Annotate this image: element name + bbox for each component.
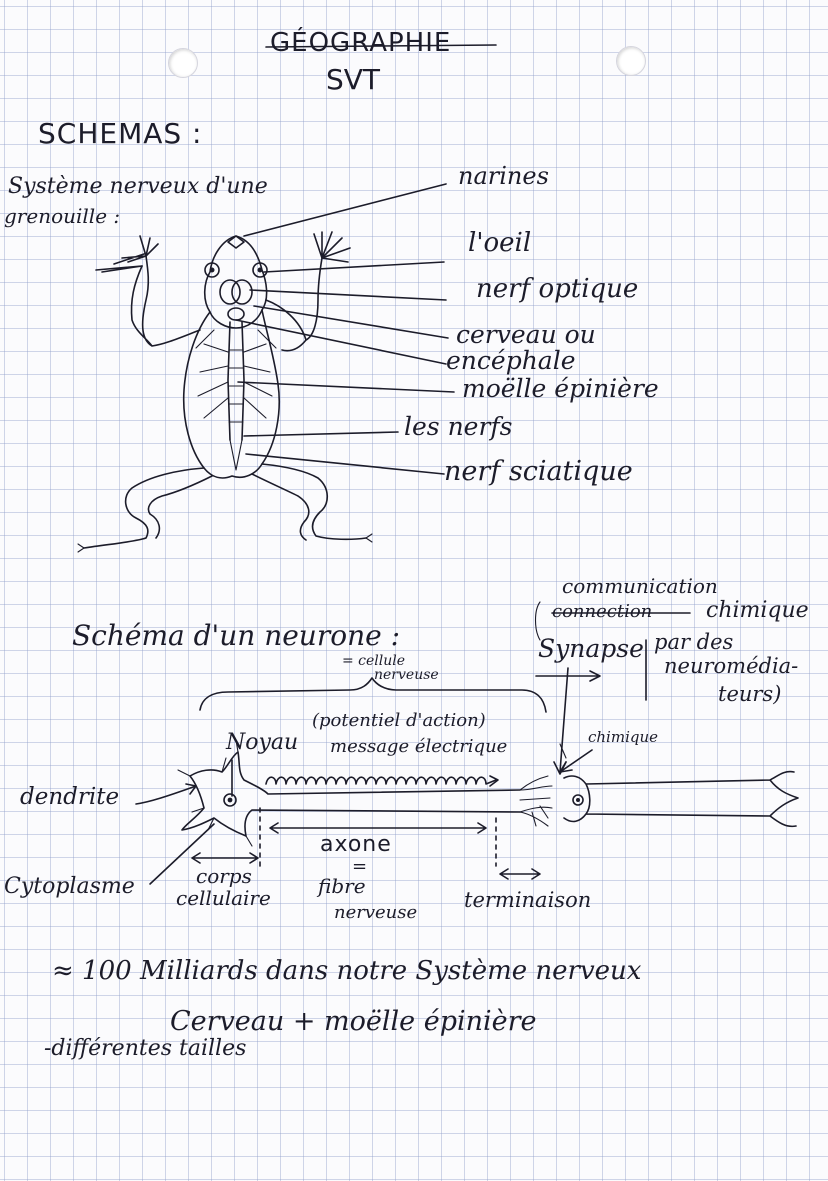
frog-label-nerf-optique: nerf optique [476, 274, 639, 304]
crossed-subject: GÉOGRAPHIE [270, 28, 452, 58]
neuron-second-cell [564, 772, 798, 827]
pointer-encephale [236, 320, 446, 364]
neuron-dendrites [178, 740, 252, 846]
corps-line1: corps [196, 864, 252, 888]
dendrite-pointer [136, 784, 196, 804]
frog-right-leg [252, 464, 366, 540]
subject-title: SVT [326, 63, 381, 96]
pointer-nerf-optique [250, 290, 446, 300]
frog-caption-line2: grenouille : [4, 204, 121, 228]
chimique-label: chimique [588, 728, 659, 746]
frog-left-foot [78, 544, 84, 552]
terminal-arrow [500, 869, 540, 879]
action-potential-squiggle [266, 777, 496, 784]
neuron-title: Schéma d'un neurone : [72, 619, 401, 652]
frog-label-cerveau: cerveau ou [456, 320, 596, 349]
pointer-cerveau [254, 306, 448, 338]
frog-label-nerfs: les nerfs [404, 412, 513, 441]
mediators-line1: par des [654, 630, 734, 654]
section-title: SCHEMAS : [38, 117, 203, 150]
chimique-arrow [560, 750, 592, 772]
frog-body [184, 310, 280, 478]
fibre-line2: nerveuse [334, 902, 418, 923]
frog-brain-left [220, 280, 240, 304]
mediators-line3: teurs) [718, 682, 782, 706]
pointer-moelle [238, 382, 454, 392]
cell-note-line1: = cellule [342, 653, 406, 669]
neuron-axon-terminals [520, 776, 552, 826]
pointer-nerfs [244, 432, 398, 436]
count-note: ≈ 100 Milliards dans notre Système nerveux [52, 956, 642, 986]
cytoplasme-label: Cytoplasme [4, 874, 135, 899]
cell-body-arrow [192, 853, 258, 863]
potential-label: (potentiel d'action) [312, 710, 486, 731]
frog-left-leg [84, 468, 212, 548]
sizes-note: -différentes tailles [44, 1036, 247, 1061]
communication-crossed: connection [552, 601, 653, 622]
dendrite-label: dendrite [20, 784, 120, 810]
frog-right-foot [366, 534, 372, 542]
frog-left-hand [96, 236, 158, 272]
pointer-oeil [264, 262, 444, 272]
corps-line2: cellulaire [176, 886, 271, 910]
frog-label-moelle: moëlle épinière [462, 374, 659, 403]
pointer-narines [244, 184, 446, 236]
mediators-line2: neuromédia- [664, 654, 799, 678]
communication-line2: chimique [706, 598, 809, 623]
neuron-brace [200, 678, 546, 712]
frog-brain-right [232, 280, 252, 304]
synapse-label: Synapse [538, 634, 644, 663]
frog-label-oeil: l'oeil [468, 228, 532, 258]
fibre-line1: fibre [318, 874, 366, 898]
axone-equals: = [352, 856, 368, 877]
communication-line1: communication [562, 574, 718, 598]
frog-label-encephale: encéphale [446, 346, 576, 375]
frog-drawing [78, 232, 372, 552]
axone-label: axone [320, 832, 392, 857]
noyau-label: Noyau [226, 730, 299, 755]
frog-left-arm [131, 256, 200, 346]
location-note: Cerveau + moëlle épinière [170, 1006, 537, 1037]
frog-spine-segments [228, 350, 244, 422]
message-label: message électrique [330, 736, 508, 757]
frog-nerves [196, 330, 276, 470]
cell-note-line2: nerveuse [374, 667, 439, 683]
frog-caption-line1: Système nerveux d'une [8, 174, 268, 199]
frog-label-nerf-sciatique: nerf sciatique [444, 456, 633, 487]
frog-label-narines: narines [458, 162, 549, 190]
frog-brain-lobe [228, 308, 244, 320]
terminaison-label: terminaison [464, 888, 592, 912]
frog-right-hand [314, 232, 350, 262]
pointer-sciatique [246, 454, 444, 474]
